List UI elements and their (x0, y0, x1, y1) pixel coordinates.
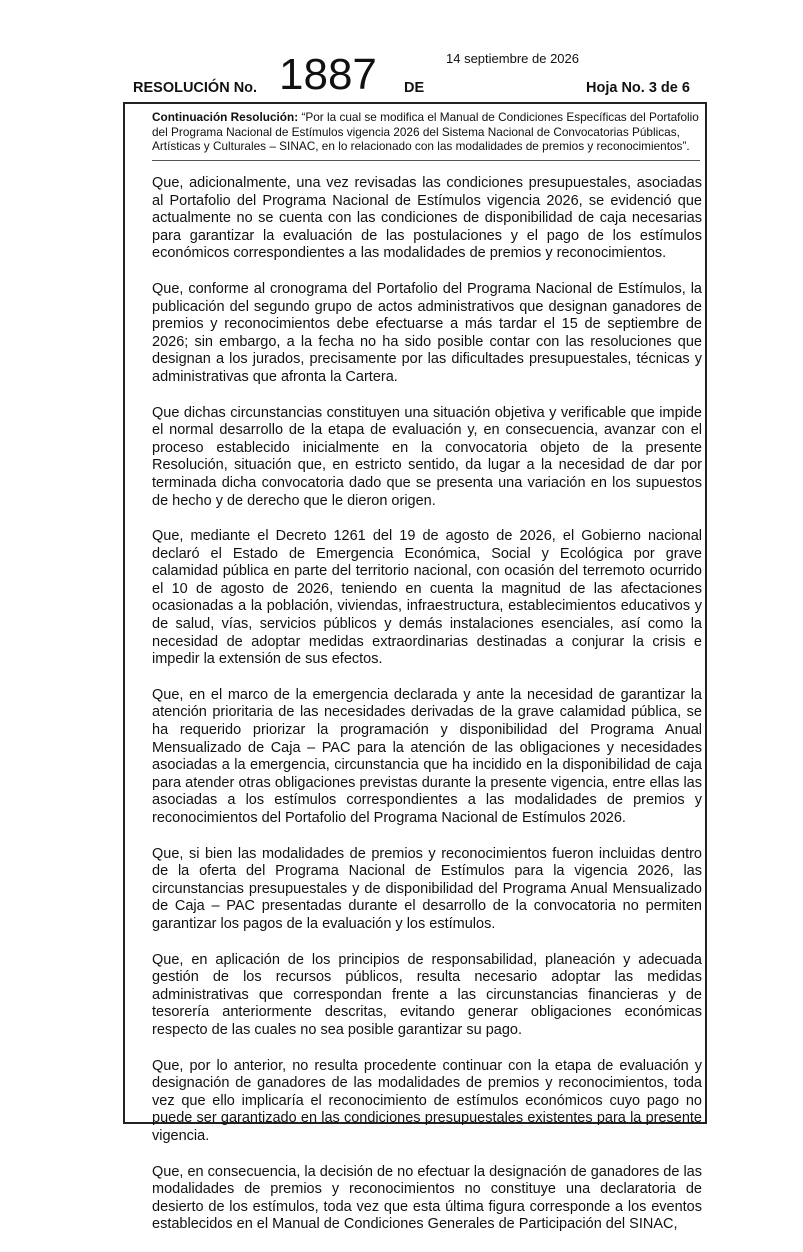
continuation-label: Continuación Resolución: (152, 110, 299, 124)
paragraph: Que, si bien las modalidades de premios y reconocimientos fueron incluidas dentro de la oferta del Programa Nacional de Estímulos para la vigencia 2026, las circunstancias presupuestales y de disponibilidad del Programa Anual Mensualizado de Caja – PAC presentadas durante el desarrollo de la convocatoria no permiten garantizar los pagos de la evaluación y los estímulos. (152, 845, 702, 932)
paragraph: Que, en consecuencia, la decisión de no efectuar la designación de ganadores de las modalidades de premios y reconocimientos no constituye una declaratoria de desierto de los estímulos, toda vez que esta última figura corresponde a los eventos establecidos en el Manual de Condiciones Generales de Participación del SINAC, (152, 1163, 702, 1233)
continuation-text: “Por la cual se modifica el Manual de Condiciones Específicas del Portafolio del Programa Nacional de Estímulos vigencia 2026 del Sistema Nacional de Convocatorias Públicas, Artísticas y Culturales – SINAC, en lo relacionado con las modalidades de premios y reconocimientos”. (152, 110, 699, 153)
paragraph: Que, en el marco de la emergencia declarada y ante la necesidad de garantizar la atención prioritaria de las necesidades derivadas de la grave calamidad pública, se ha requerido priorizar la programación y disponibilidad del Programa Anual Mensualizado de Caja – PAC para la atención de las obligaciones y necesidades asociadas a la emergencia, circunstancia que ha incidido en la disponibilidad de caja para atender otras obligaciones previstas durante la presente vigencia, entre ellas las asociadas a los estímulos correspondientes a las modalidades de premios y reconocimientos del Portafolio del Programa Nacional de Estímulos 2026. (152, 686, 702, 826)
paragraph: Que, por lo anterior, no resulta procedente continuar con la etapa de evaluación y designación de ganadores de las modalidades de premios y reconocimientos, toda vez que ello implicaría el reconocimiento de estímulos económicos cuyo pago no puede ser garantizado en las condiciones presupuestales existentes para la presente vigencia. (152, 1057, 702, 1144)
paragraph: Que, conforme al cronograma del Portafolio del Programa Nacional de Estímulos, la publicación del segundo grupo de actos administrativos que designan ganadores de premios y reconocimientos debe efectuarse a más tardar el 15 de septiembre de 2026; sin embargo, a la fecha no ha sido posible contar con las resoluciones que designan a los jurados, precisamente por las dificultades presupuestales, técnicas y administrativas que afronta la Cartera. (152, 280, 702, 385)
document-body (152, 175, 702, 1252)
continuation-divider (152, 160, 700, 161)
paragraph: Que, mediante el Decreto 1261 del 19 de agosto de 2026, el Gobierno nacional declaró el Estado de Emergencia Económica, Social y Ecológica por grave calamidad pública en parte del territorio nacional, con ocasión del terremoto ocurrido el 10 de agosto de 2026, teniendo en cuenta la magnitud de las afectaciones ocasionadas a la población, viviendas, infraestructura, establecimientos educativos y de salud, vías, servicios públicos y demás instalaciones esenciales, así como la necesidad de adoptar medidas extraordinarias destinadas a conjurar la crisis e impedir la extensión de sus efectos. (152, 528, 702, 668)
continuation-block (152, 110, 712, 154)
resolution-header (0, 0, 803, 108)
resolution-number: 1887 (279, 50, 377, 99)
paragraph: Que, adicionalmente, una vez revisadas las condiciones presupuestales, asociadas al Portafolio del Programa Nacional de Estímulos vigencia 2026, se evidenció que actualmente no se cuenta con las condiciones de disponibilidad de caja necesarias para garantizar la evaluación de las postulaciones y el pago de los estímulos económicos correspondientes a las modalidades de premios y reconocimientos. (152, 175, 702, 262)
page-number-label: Hoja No. 3 de 6 (586, 80, 690, 96)
resolution-label: RESOLUCIÓN No. (133, 80, 258, 96)
resolution-date: 14 septiembre de 2026 (446, 51, 579, 66)
de-label: DE (404, 80, 425, 96)
paragraph: Que, en aplicación de los principios de responsabilidad, planeación y adecuada gestión de los recursos públicos, resulta necesario adoptar las medidas administrativas que correspondan frente a las circunstancias financieras y de tesorería anteriormente descritas, evitando generar obligaciones económicas respecto de las cuales no sea posible garantizar su pago. (152, 951, 702, 1038)
paragraph: Que dichas circunstancias constituyen una situación objetiva y verificable que impide el normal desarrollo de la etapa de evaluación y, en consecuencia, avanzar con el proceso establecido inicialmente en la convocatoria objeto de la presente Resolución, situación que, en estricto sentido, da lugar a la necesidad de dar por terminada dicha convocatoria dado que se presenta una variación en los supuestos de hecho y de derecho que le dieron origen. (152, 404, 702, 509)
